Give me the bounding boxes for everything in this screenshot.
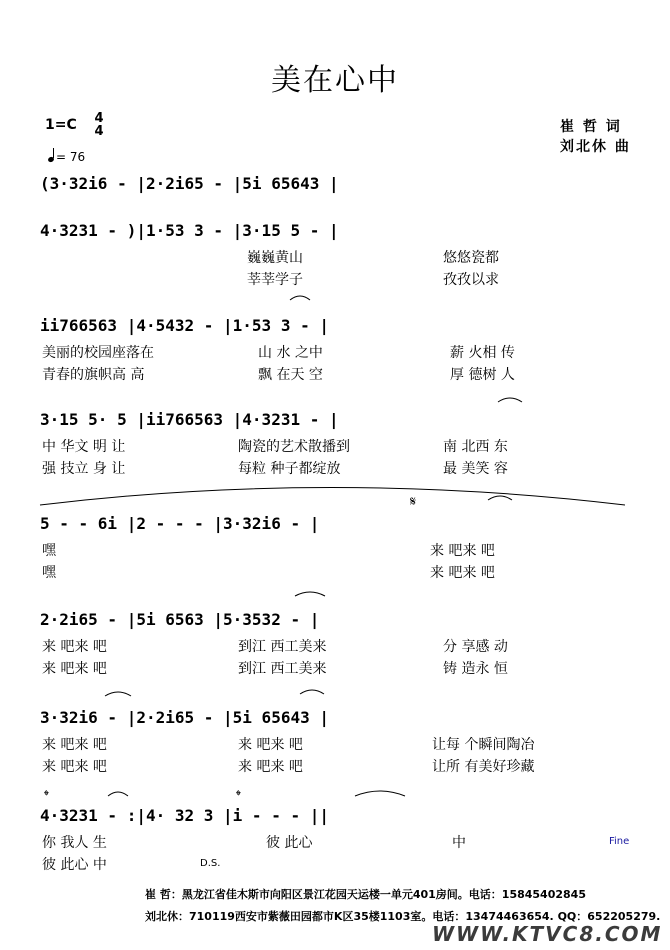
lyric-row-3-v2-a: 青春的旗帜高 高 bbox=[42, 367, 145, 383]
lyric-row-5-v2-a: 嘿 bbox=[42, 565, 56, 581]
lyric-row-5-v1-b: 来 吧来 吧 bbox=[430, 543, 495, 559]
time-sig-top: 4 bbox=[94, 111, 104, 126]
segno-icon: 𝄋 bbox=[410, 494, 417, 510]
slur-mark bbox=[105, 692, 131, 696]
tempo-value: = 76 bbox=[56, 150, 86, 164]
lyric-row-4-v2-a: 强 技立 身 让 bbox=[42, 461, 126, 477]
lyric-row-8-v1-a: 你 我人 生 bbox=[42, 835, 107, 851]
lyric-row-4-v2-c: 最 美笑 容 bbox=[443, 461, 508, 477]
fine-marking: Fine bbox=[609, 836, 630, 847]
lyric-row-3-v1-c: 薪 火相 传 bbox=[450, 345, 515, 361]
lyric-row-3-v2-b: 飘 在天 空 bbox=[258, 367, 323, 383]
song-title: 美在心中 bbox=[271, 63, 399, 98]
notation-row-7: 3·32i6 - |2·2i65 - |5i 65643 | bbox=[40, 708, 329, 727]
lyric-row-7-v2-a: 来 吧来 吧 bbox=[42, 759, 107, 775]
key-signature: 1=C bbox=[45, 117, 77, 133]
footer-contact-composer: 刘北休：710119西安市紫薇田园都市K区35楼1103室。电话：13474463654. QQ：652205279. bbox=[145, 910, 661, 923]
lyric-row-4-v2-b: 每粒 种子都绽放 bbox=[238, 461, 341, 477]
phrase-slur bbox=[40, 488, 625, 506]
lyric-row-6-v1-a: 来 吧来 吧 bbox=[42, 639, 107, 655]
lyric-row-8-v1-b: 彼 此心 bbox=[266, 835, 313, 851]
slur-mark bbox=[498, 398, 522, 402]
notation-row-1: (3·32i6 - |2·2i65 - |5i 65643 | bbox=[40, 174, 339, 193]
lyric-row-2-v1-b: 悠悠瓷都 bbox=[443, 250, 499, 266]
notation-row-3: ii766563 |4·5432 - |1·53 3 - | bbox=[40, 316, 329, 335]
coda-icon-2: 𝄌 bbox=[236, 788, 241, 804]
lyric-row-6-v2-a: 来 吧来 吧 bbox=[42, 661, 107, 677]
lyric-row-7-v2-c: 让所 有美好珍藏 bbox=[432, 759, 535, 775]
slur-mark bbox=[108, 792, 128, 796]
lyric-row-7-v2-b: 来 吧来 吧 bbox=[238, 759, 303, 775]
slur-mark bbox=[355, 791, 405, 796]
lyricist-credit: 崔 哲 词 bbox=[560, 119, 622, 135]
lyric-row-7-v1-a: 来 吧来 吧 bbox=[42, 737, 107, 753]
lyric-row-5-v2-b: 来 吧来 吧 bbox=[430, 565, 495, 581]
notation-row-4: 3·15 5· 5 |ii766563 |4·3231 - | bbox=[40, 410, 339, 429]
lyric-row-8-v1-c: 中 bbox=[452, 835, 466, 851]
lyric-row-2-v1-a: 巍巍黄山 bbox=[247, 250, 303, 266]
lyric-row-6-v1-c: 分 享感 动 bbox=[443, 639, 508, 655]
lyric-row-6-v2-b: 到江 西工美来 bbox=[238, 661, 327, 677]
composer-credit: 刘北休 曲 bbox=[560, 139, 631, 155]
lyric-row-2-v2-b: 孜孜以求 bbox=[443, 272, 499, 288]
lyric-row-7-v1-b: 来 吧来 吧 bbox=[238, 737, 303, 753]
lyric-row-3-v2-c: 厚 德树 人 bbox=[450, 367, 515, 383]
lyric-row-6-v2-c: 铸 造永 恒 bbox=[443, 661, 508, 677]
lyric-row-4-v1-c: 南 北西 东 bbox=[443, 439, 508, 455]
lyric-row-8-v2-a: 彼 此心 中 bbox=[42, 857, 107, 873]
slur-mark bbox=[290, 296, 310, 300]
notation-row-8: 4·3231 - :|4· 32 3 |i - - - || bbox=[40, 806, 329, 825]
notation-row-2: 4·3231 - )|1·53 3 - |3·15 5 - | bbox=[40, 221, 339, 240]
lyric-row-6-v1-b: 到江 西工美来 bbox=[238, 639, 327, 655]
lyric-row-4-v1-b: 陶瓷的艺术散播到 bbox=[238, 439, 350, 455]
lyric-row-2-v2-a: 莘莘学子 bbox=[247, 272, 303, 288]
coda-icon: 𝄌 bbox=[44, 788, 49, 804]
lyric-row-3-v1-b: 山 水 之中 bbox=[258, 345, 323, 361]
slur-mark bbox=[488, 496, 512, 500]
lyric-row-5-v1-a: 嘿 bbox=[42, 543, 56, 559]
time-sig-bottom: 4 bbox=[94, 124, 104, 139]
lyric-row-7-v1-c: 让每 个瞬间陶冶 bbox=[432, 737, 535, 753]
notation-row-5: 5 - - 6i |2 - - - |3·32i6 - | bbox=[40, 514, 320, 533]
lyric-row-3-v1-a: 美丽的校园座落在 bbox=[42, 345, 154, 361]
slur-mark bbox=[300, 690, 324, 694]
slur-mark bbox=[295, 592, 325, 596]
site-watermark: WWW.KTVC8.COM bbox=[432, 922, 663, 946]
notation-row-6: 2·2i65 - |5i 6563 |5·3532 - | bbox=[40, 610, 320, 629]
lyric-row-4-v1-a: 中 华文 明 让 bbox=[42, 439, 126, 455]
footer-contact-lyricist: 崔 哲：黑龙江省佳木斯市向阳区景江花园天运楼一单元401房间。电话：15845402845 bbox=[145, 888, 586, 901]
ds-marking: D.S. bbox=[200, 858, 221, 869]
